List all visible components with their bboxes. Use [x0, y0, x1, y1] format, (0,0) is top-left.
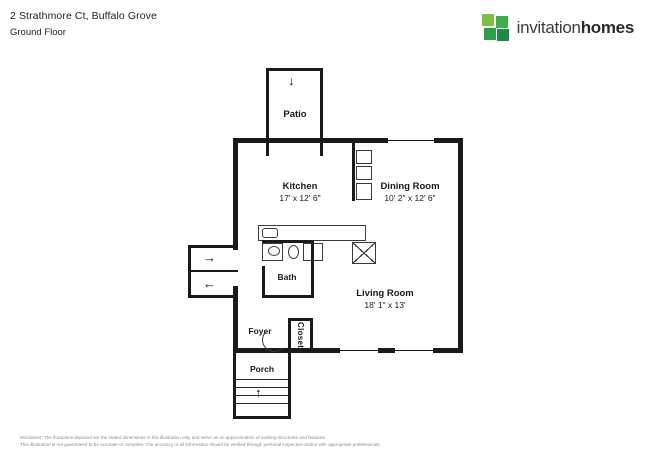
- bath-wall-top: [262, 240, 314, 243]
- kitchen-dining-divider: [352, 143, 355, 201]
- porch-entry-arrow: ↑: [255, 385, 262, 400]
- bath-name: Bath: [277, 272, 297, 282]
- property-address: 2 Strathmore Ct, Buffalo Grove: [10, 10, 157, 22]
- garage-arrow-right: →: [203, 250, 216, 265]
- room-label-living: [330, 288, 440, 311]
- closet-wall-top: [288, 318, 313, 321]
- porch-wall-left: [233, 353, 236, 419]
- garage-arrow-left: ←: [203, 276, 216, 291]
- porch-step-2: [236, 387, 288, 388]
- bath-wall-right: [311, 240, 314, 298]
- dining-dimensions: 10' 2" x 12' 6": [384, 193, 436, 203]
- disclaimer-line-1: Disclaimer: The floorplans depicted are the stated dimensions in this illustration only and serve as an approximation of existing structures and features.: [20, 435, 327, 440]
- main-wall-left-upper: [233, 138, 238, 250]
- disclaimer-line-2: This illustration is not guaranteed to be accurate or complete. The accuracy of all information should be verified through personal inspection and/or with appropriate professionals.: [20, 442, 381, 447]
- dining-name: Dining Room: [380, 181, 440, 192]
- porch-step-4: [236, 403, 288, 404]
- bath-toilet: [288, 245, 299, 259]
- kitchen-name: Kitchen: [282, 181, 318, 192]
- logo-squares-icon: [482, 14, 510, 42]
- patio-wall-top: [266, 68, 323, 71]
- patio-name: Patio: [283, 109, 307, 120]
- floorplan-diagram: [0, 46, 650, 436]
- kitchen-sink: [262, 228, 278, 238]
- disclaimer: [20, 434, 520, 448]
- dining-cabinet-base: [356, 183, 372, 200]
- porch-wall-right: [288, 353, 291, 419]
- garage-wall-top: [188, 245, 238, 248]
- logo-text-light: invitation: [516, 18, 581, 37]
- porch-step-3: [236, 395, 288, 396]
- bath-sink: [268, 246, 280, 256]
- main-wall-right: [458, 138, 463, 353]
- living-name: Living Room: [356, 288, 414, 299]
- foyer-name: Foyer: [248, 326, 272, 336]
- logo-text-bold: homes: [580, 18, 634, 37]
- room-label-patio: [259, 109, 331, 120]
- kitchen-dimensions: 17' x 12' 6": [279, 193, 321, 203]
- living-window-sill-1: [340, 350, 378, 351]
- living-window-sill-2: [395, 350, 433, 351]
- logo-wordmark: [517, 18, 634, 38]
- patio-entry-arrow: ↓: [288, 73, 295, 88]
- main-wall-top-left: [233, 138, 348, 143]
- dining-cabinet-upper: [356, 150, 372, 164]
- bath-wall-bottom: [262, 295, 314, 298]
- invitation-homes-logo: [482, 14, 634, 42]
- room-label-closet: Closet: [296, 322, 305, 349]
- garage-wall-bottom: [188, 295, 238, 298]
- bath-shower: [352, 242, 376, 264]
- room-label-bath: [256, 272, 318, 283]
- garage-wall-mid: [188, 270, 238, 272]
- foyer-door-swing: [262, 328, 286, 352]
- floor-label: Ground Floor: [10, 27, 66, 38]
- porch-step-1: [236, 379, 288, 380]
- porch-wall-bottom: [233, 416, 291, 419]
- room-label-kitchen: [255, 181, 345, 204]
- closet-wall-left: [288, 318, 291, 353]
- dining-window-sill: [388, 140, 434, 141]
- porch-name: Porch: [249, 364, 275, 374]
- foyer-wall-right: [310, 318, 313, 353]
- living-dimensions: 18' 1" x 13': [364, 300, 406, 310]
- dining-cabinet-lower: [356, 166, 372, 180]
- address-block: [10, 9, 157, 40]
- room-label-porch: [232, 364, 292, 375]
